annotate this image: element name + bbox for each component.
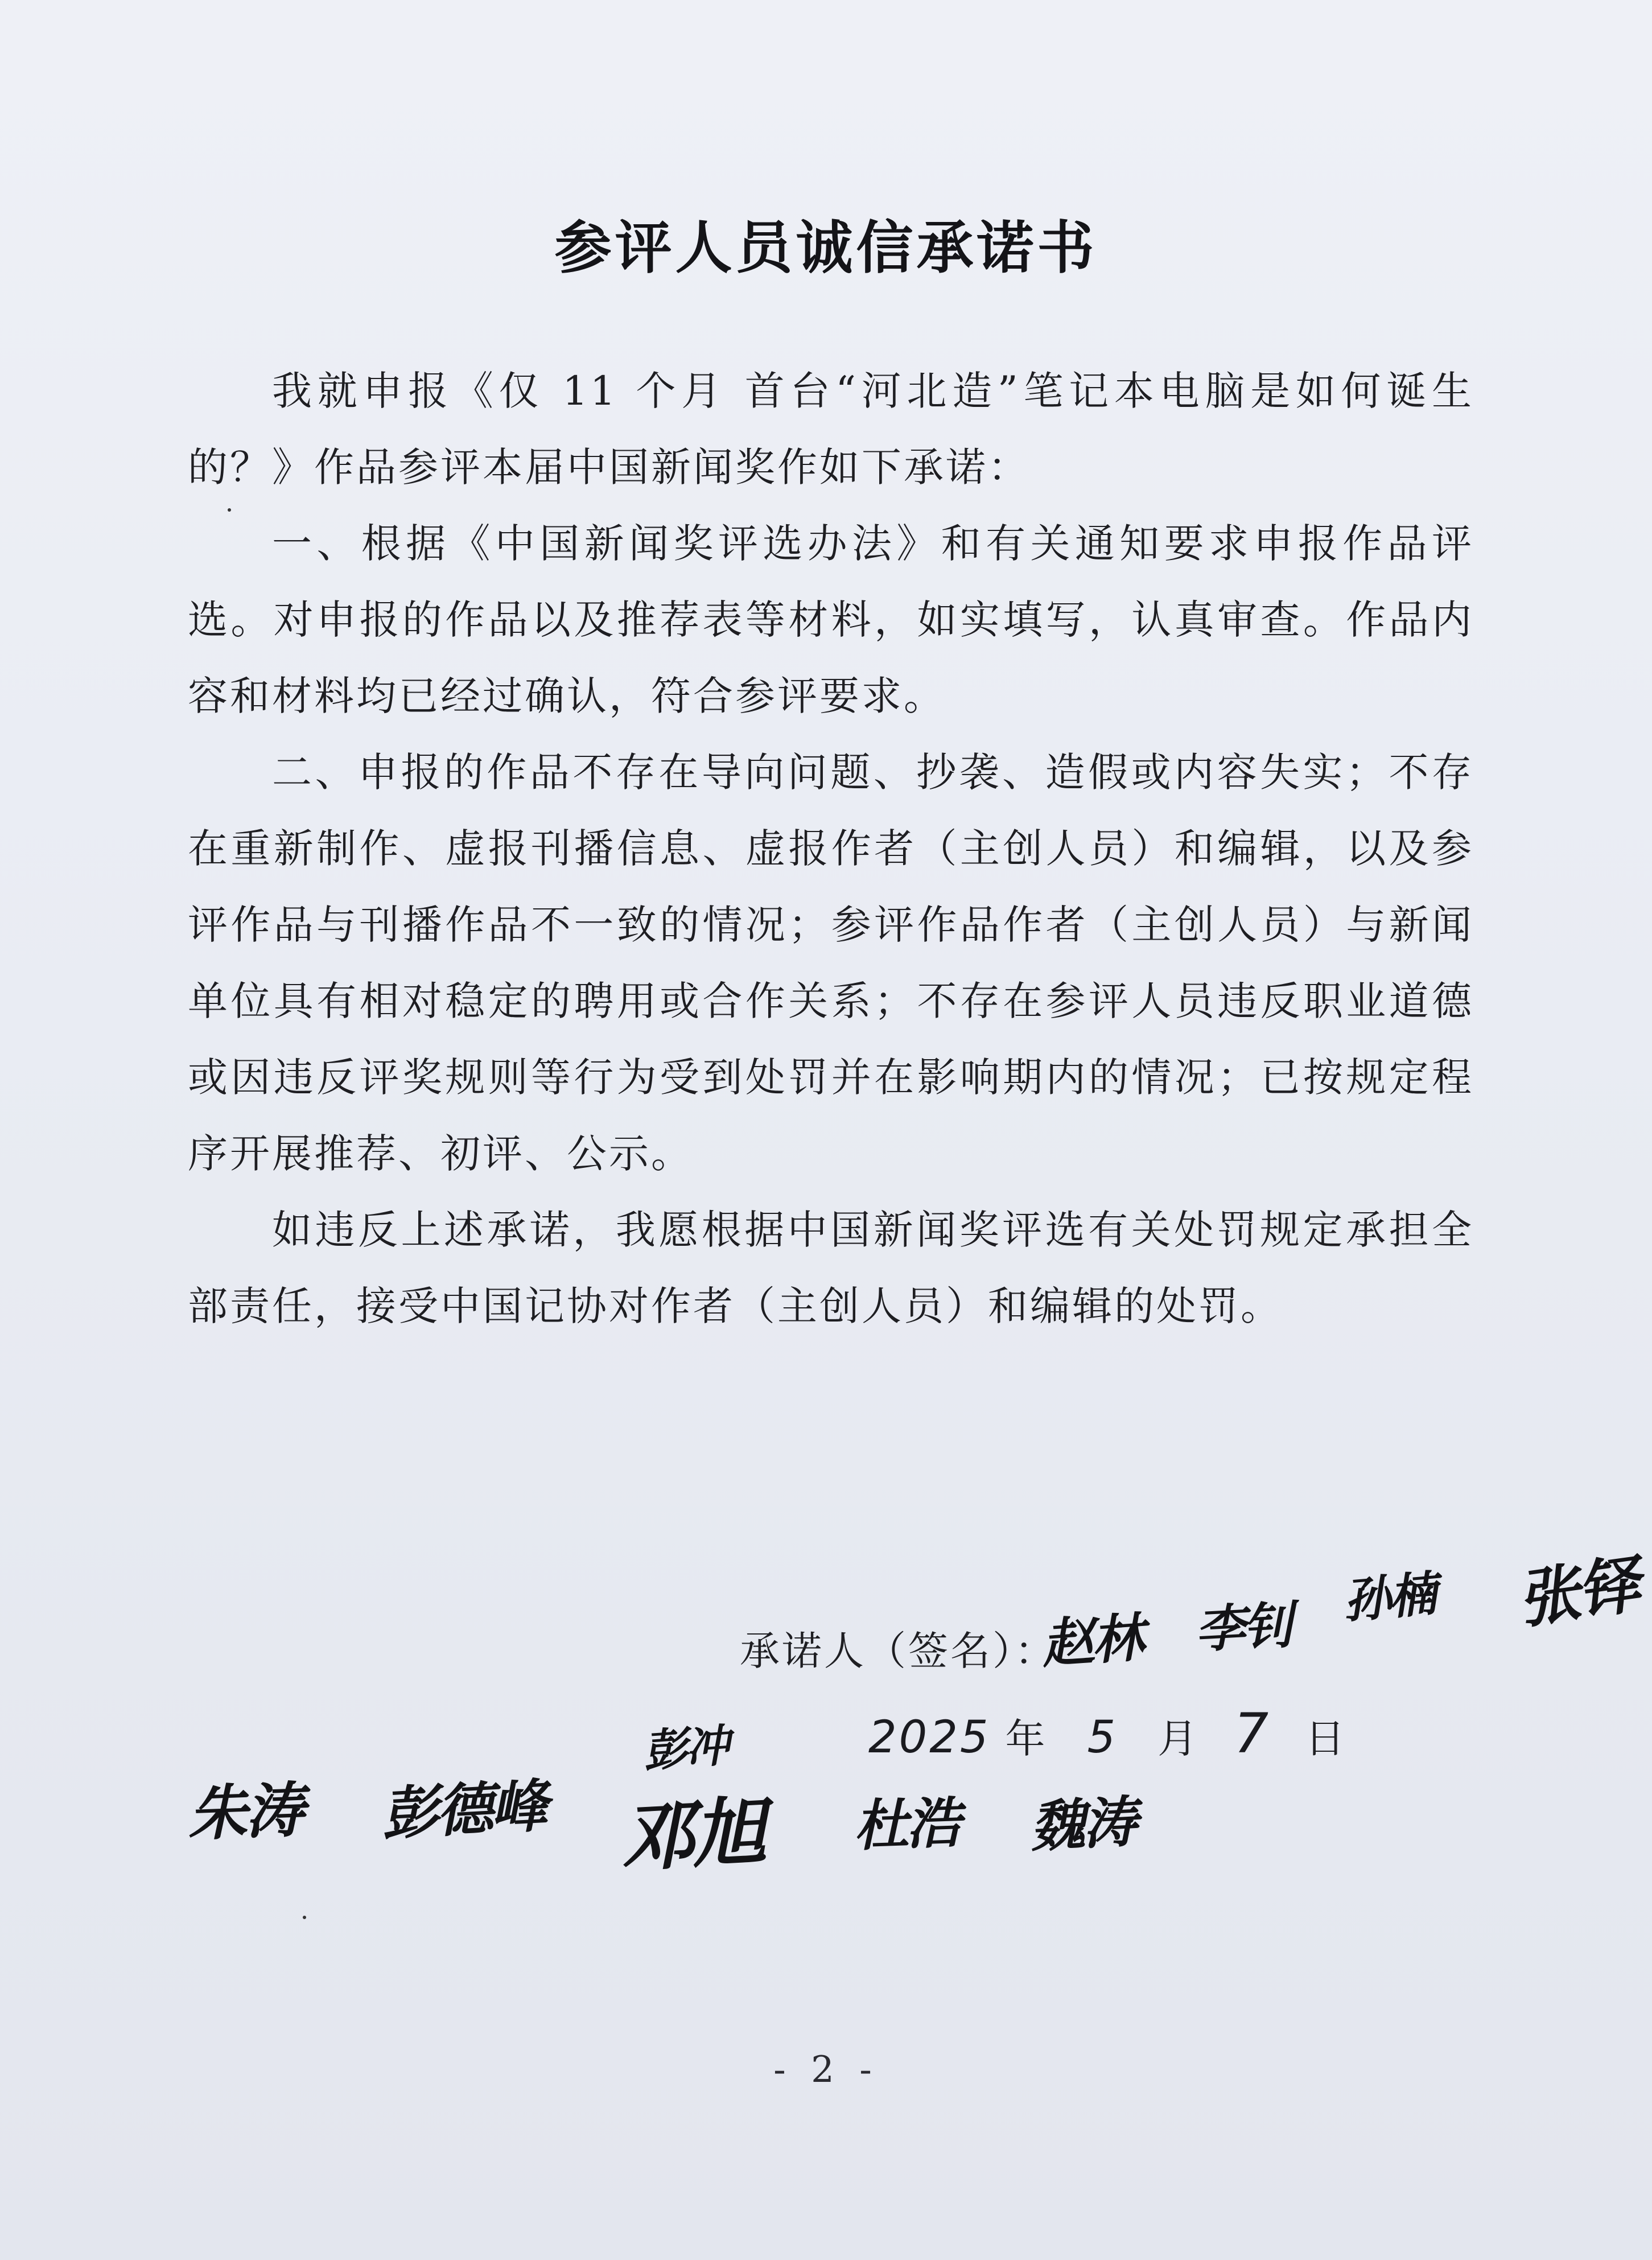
signature-2: 李钊 [1193, 1595, 1292, 1660]
signature-5: 朱涛 [187, 1775, 303, 1849]
signature-4: 张铎 [1513, 1547, 1643, 1637]
intro-paragraph: 我就申报《仅 11 个月 首台“河北造”笔记本电脑是如何诞生的？》作品参评本届中国新闻奖作如下承诺： [188, 368, 1474, 491]
signature-7: 彭冲 [641, 1720, 730, 1778]
page-number: - 2 - [773, 2049, 879, 2091]
date-year-unit: 年 [1005, 1715, 1048, 1762]
signature-label: 承诺人（签名）： [740, 1628, 1057, 1674]
signature-1: 赵林 [1040, 1607, 1144, 1675]
signature-8: 邓旭 [618, 1788, 767, 1882]
signature-6: 彭德峰 [380, 1772, 547, 1848]
pledge-item-2: 二、申报的作品不存在导向问题、抄袭、造假或内容失实；不存在重新制作、虚报刊播信息、虚报作者（主创人员）和编辑，以及参评作品与刊播作品不一致的情况；参评作品作者（主创人员）与新闻单位具有相对稳定的聘用或合作关系；不存在参评人员违反职业道德或因违反评奖规则等行为受到处罚并在影响期内的情况；已按规定程序开展推荐、初评、公示。 [188, 749, 1474, 1177]
document-title: 参评人员诚信承诺书 [554, 214, 1098, 281]
date-day-unit: 日 [1305, 1715, 1348, 1762]
signature-9: 杜浩 [852, 1790, 960, 1859]
signature-10: 魏涛 [1028, 1790, 1137, 1859]
ink-speck [303, 1916, 306, 1919]
signature-3: 孙楠 [1341, 1566, 1437, 1629]
date-year-handwritten: 2025 [868, 1712, 991, 1763]
pledge-item-1: 一、根据《中国新闻奖评选办法》和有关通知要求申报作品评选。对申报的作品以及推荐表等材料，如实填写，认真审查。作品内容和材料均已经过确认，符合参评要求。 [188, 520, 1474, 719]
date-month-unit: 月 [1157, 1715, 1200, 1762]
sign-date [854, 1702, 1347, 1765]
document-body [188, 353, 1474, 1344]
date-month-handwritten: 5 [1087, 1712, 1118, 1763]
ink-speck [228, 508, 231, 512]
date-day-handwritten: 7 [1234, 1702, 1271, 1765]
closing-paragraph: 如违反上述承诺，我愿根据中国新闻奖评选有关处罚规定承担全部责任，接受中国记协对作者（主创人员）和编辑的处罚。 [188, 1207, 1474, 1329]
